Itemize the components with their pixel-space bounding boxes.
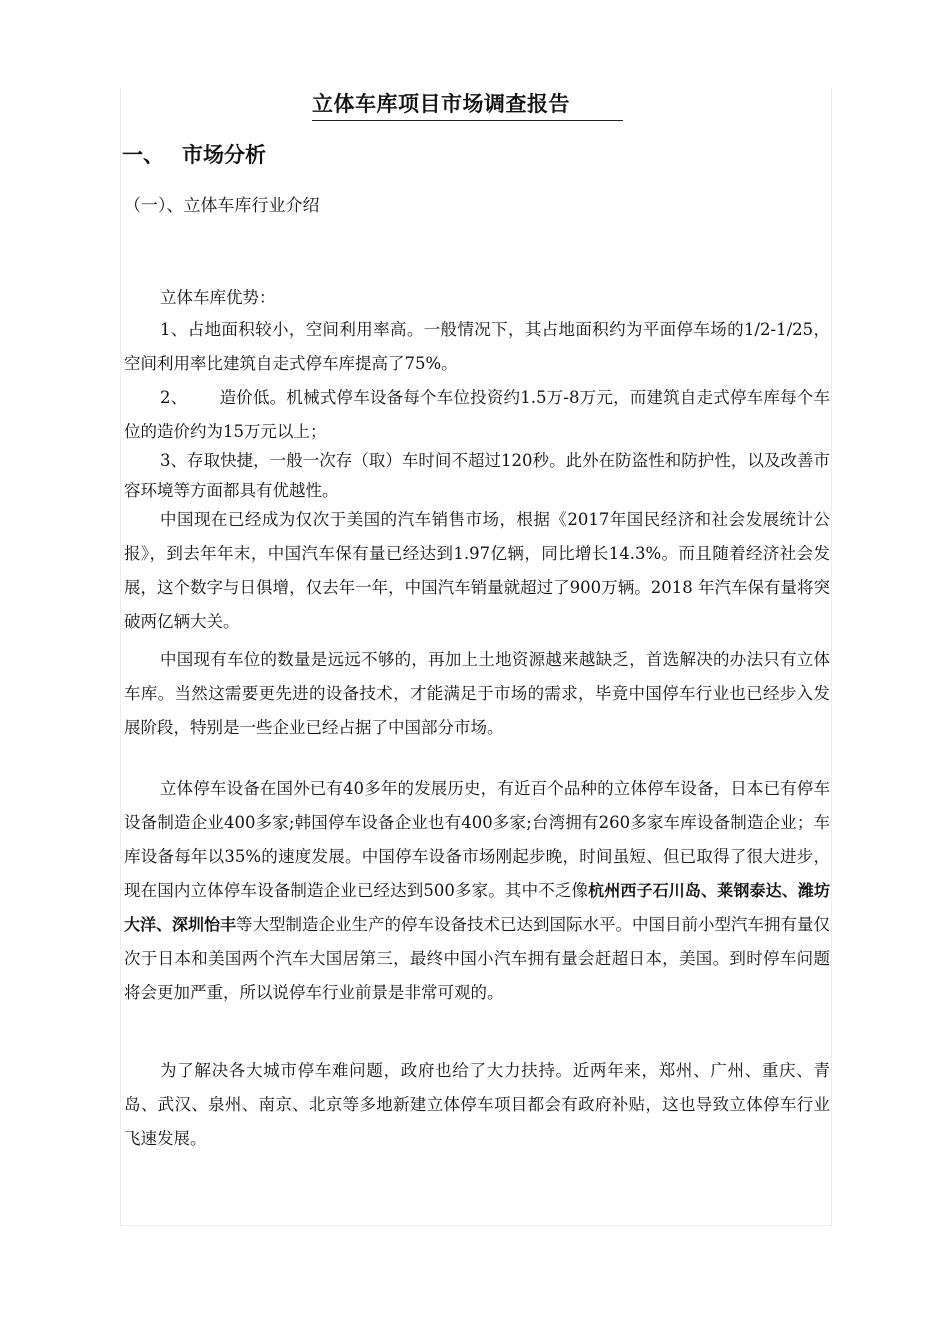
paragraph-market: 中国现在已经成为仅次于美国的汽车销售市场，根据《2017年国民经济和社会发展统计公报》，到去年年末，中国汽车保有量已经达到1.97亿辆，同比增长14.3%。而且随着经济社会发展，这个数字与日俱增，仅去年一年，中国汽车销量就超过了900万辆。2018 年汽车保有量将突破两亿辆大关。 [124,510,830,631]
paragraph-history [124,772,830,1010]
section-number: 一、 [122,143,164,167]
section-heading [122,140,266,170]
paragraph-shortage: 中国现有车位的数量是远远不够的，再加上土地资源越来越缺乏，首选解决的办法只有立体车库。当然这需要更先进的设备技术，才能满足于市场的需求，毕竟中国停车行业也已经步入发展阶段，特别是一些企业已经占据了中国部分市场。 [124,650,830,737]
section-title: 市场分析 [182,143,266,167]
advantage-3: 3、存取快捷，一般一次存（取）车时间不超过120秒。此外在防盗性和防护性，以及改善市容环境等方面都具有优越性。 [124,451,830,500]
history-text-b: 等大型制造企业生产的停车设备技术已达到国际水平。中国目前小型汽车拥有量仅次于日本和美国两个汽车大国居第三，最终中国小汽车拥有量会赶超日本，美国。到时停车问题将会更加严重，所以说停车行业前景是非常可观的。 [124,915,831,1002]
advantage-2-text: 造价低。机械式停车设备每个车位投资约1.5万-8万元，而建筑自走式停车库每个车位的造价约为15万元以上； [124,388,830,441]
advantage-2 [124,381,830,449]
paragraph-policy: 为了解决各大城市停车难问题，政府也给了大力扶持。近两年来，郑州、广州、重庆、青岛、武汉、泉州、南京、北京等多地新建立体停车项目都会有政府补贴，这也导致立体停车行业飞速发展。 [124,1061,830,1148]
advantage-1: 1、占地面积较小，空间利用率高。一般情况下，其占地面积约为平面停车场的1/2-1/25，空间利用率比建筑自走式停车库提高了75%。 [124,320,830,373]
advantage-2-number: 2、 [160,388,188,407]
advantages-intro: 立体车库优势： [160,288,276,307]
document-title: 立体车库项目市场调查报告 [312,88,623,121]
history-text-a: 立体停车设备在国外已有40多年的发展历史，有近百个品种的立体停车设备，日本已有停车设备制造企业400多家;韩国停车设备企业也有400多家;台湾拥有260多家车库设备制造企业；车库设备每年以35%的速度发展。中国停车设备市场刚起步晚，时间虽短、但已取得了很大进步，现在国内立体停车设备制造企业已经达到500多家。其中不乏像 [124,779,830,900]
subsection-heading: （一）、立体车库行业介绍 [124,196,320,216]
history-companies: 杭州西子石川岛、莱钢泰达、潍坊大洋、深圳怡丰 [124,881,830,934]
